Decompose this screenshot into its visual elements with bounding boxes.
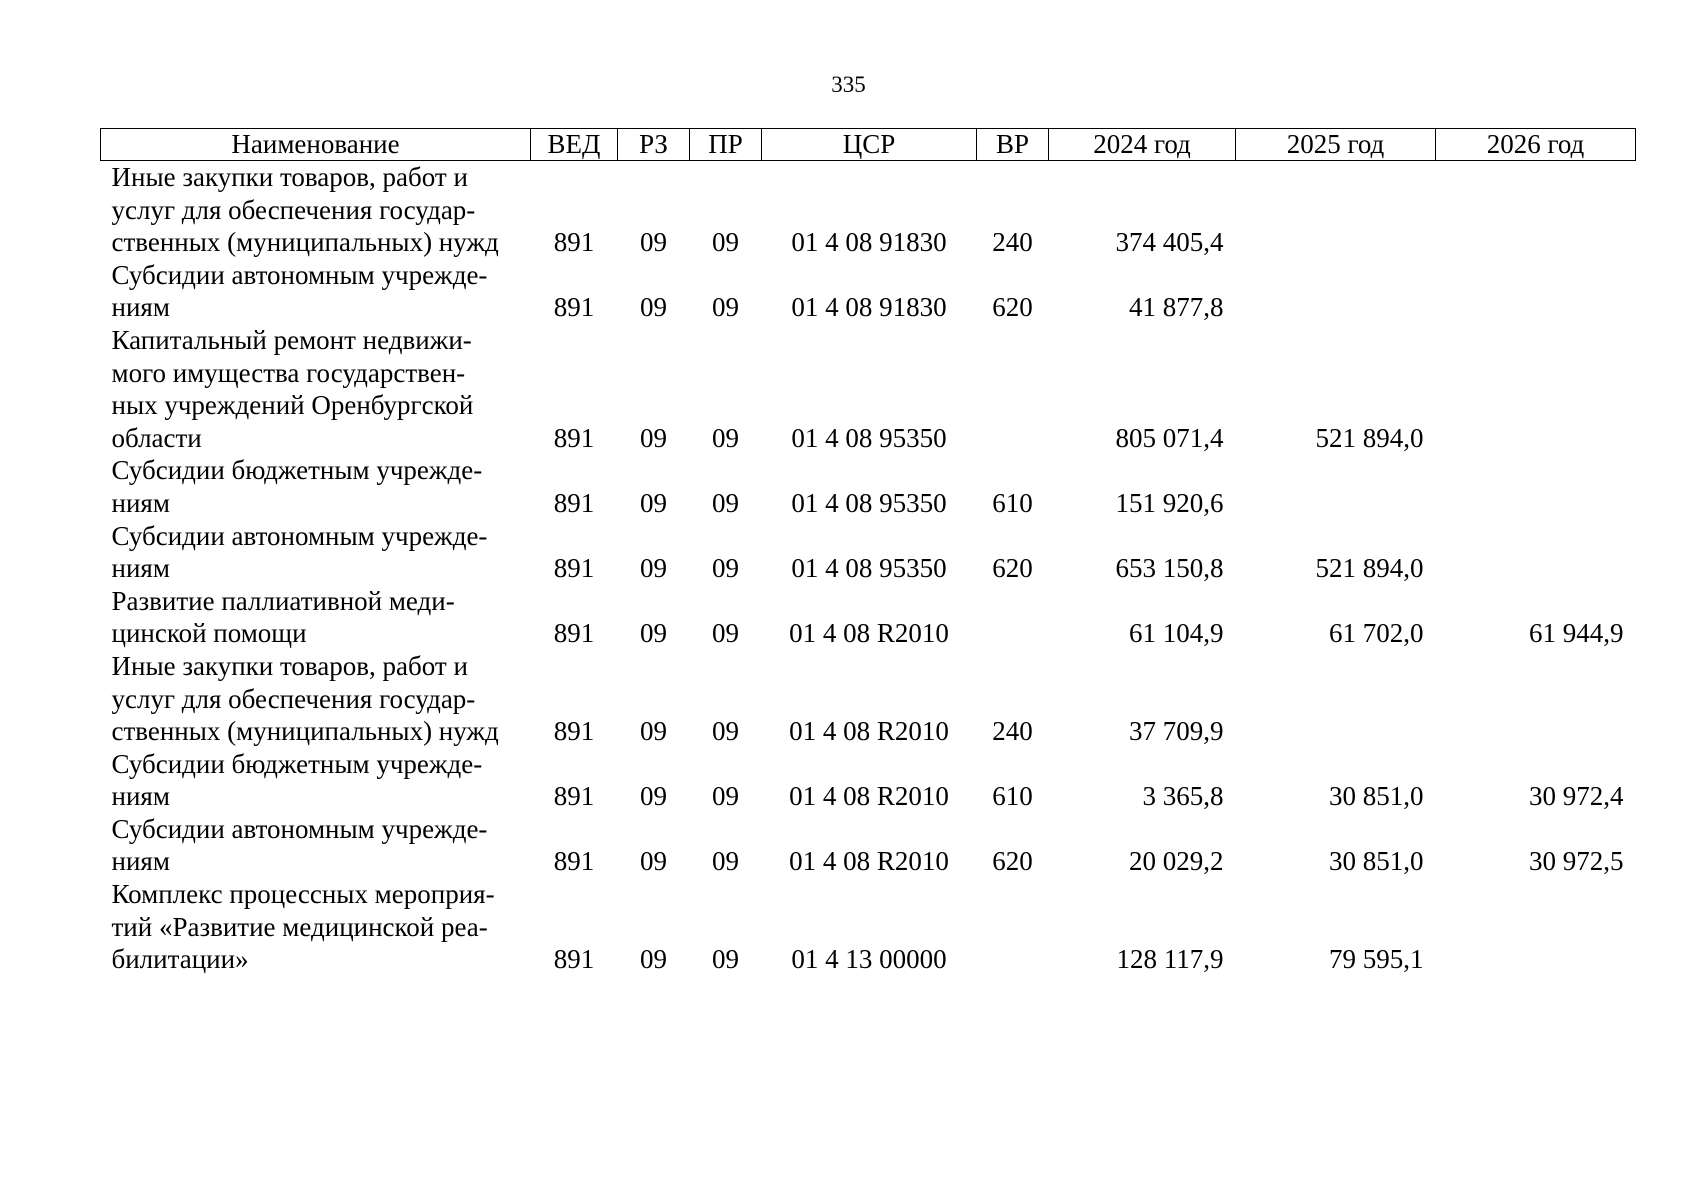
row-vr: 610 [992,781,1033,812]
row-2025 [1236,650,1436,748]
table-header-row [101,129,1636,161]
row-rz: 09 [640,487,667,518]
row-2025: 521 894,0 [1315,553,1424,584]
row-rz: 09 [640,716,667,747]
table-row [101,324,1636,454]
row-pr: 09 [712,781,739,812]
row-pr: 09 [712,292,739,323]
row-2025: 61 702,0 [1329,618,1424,649]
row-2026: 30 972,4 [1529,781,1624,812]
row-2026 [1436,520,1636,585]
row-csr: 01 4 08 R2010 [789,716,949,747]
row-2024: 128 117,9 [1116,944,1224,975]
budget-table [100,128,1636,976]
header-vr: ВР [977,129,1049,161]
header-csr: ЦСР [762,129,977,161]
row-2026 [1436,878,1636,976]
header-2024: 2024 год [1049,129,1236,161]
table-row [101,161,1636,259]
row-ved: 891 [553,944,595,975]
row-csr: 01 4 08 R2010 [789,846,949,877]
row-2026: 61 944,9 [1529,618,1624,649]
table-row [101,520,1636,585]
row-ved: 891 [553,781,595,812]
row-csr: 01 4 08 91830 [791,227,947,258]
row-csr: 01 4 08 91830 [791,292,947,323]
row-csr: 01 4 08 R2010 [789,781,949,812]
row-vr: 610 [992,487,1033,518]
table-row [101,259,1636,324]
row-csr: 01 4 08 95350 [791,422,947,453]
row-name: Субсидии бюджетным учрежде- ниям [111,455,483,518]
row-2026 [1436,161,1636,259]
table-row [101,585,1636,650]
table-row [101,878,1636,976]
header-2026: 2026 год [1436,129,1636,161]
row-ved: 891 [553,422,595,453]
header-name: Наименование [101,129,531,161]
row-vr: 240 [992,227,1033,258]
row-csr: 01 4 13 00000 [791,944,947,975]
row-ved: 891 [553,292,595,323]
row-rz: 09 [640,292,667,323]
table-row [101,454,1636,519]
row-2026 [1436,650,1636,748]
row-pr: 09 [712,618,739,649]
row-name: Субсидии автономным учрежде- ниям [111,813,488,877]
row-ved: 891 [553,618,595,649]
row-pr: 09 [712,553,739,584]
row-vr: 620 [992,553,1033,584]
row-2026: 30 972,5 [1529,846,1624,877]
row-vr: 620 [992,292,1033,323]
row-pr: 09 [712,487,739,518]
header-2025: 2025 год [1236,129,1436,161]
row-2024: 374 405,4 [1115,227,1224,258]
row-2026 [1436,324,1636,454]
row-name: Капитальный ремонт недвижи- мого имущества государствен- ных учреждений Оренбургской области [111,324,474,453]
row-vr [977,324,1049,454]
row-vr [977,878,1049,976]
row-vr [977,585,1049,650]
row-pr: 09 [712,846,739,877]
row-2026 [1436,454,1636,519]
table-row [101,748,1636,813]
row-vr: 620 [992,846,1033,877]
row-2026 [1436,259,1636,324]
row-rz: 09 [640,618,667,649]
row-2024: 805 071,4 [1115,422,1224,453]
row-name: Иные закупки товаров, работ и услуг для обеспечения государ- ственных (муниципальных) нужд [111,650,499,747]
row-2025: 521 894,0 [1315,422,1424,453]
header-pr: ПР [690,129,762,161]
row-name: Субсидии автономным учрежде- ниям [111,520,488,584]
row-ved: 891 [553,227,595,258]
row-rz: 09 [640,227,667,258]
row-csr: 01 4 08 R2010 [789,618,949,649]
row-rz: 09 [640,781,667,812]
row-vr: 240 [992,716,1033,747]
row-ved: 891 [553,846,595,877]
row-name: Иные закупки товаров, работ и услуг для обеспечения государ- ственных (муниципальных) нужд [111,162,499,258]
row-2024: 61 104,9 [1129,618,1224,649]
row-2024: 41 877,8 [1129,292,1224,323]
row-2025 [1236,161,1436,259]
row-2025: 79 595,1 [1329,944,1424,975]
row-csr: 01 4 08 95350 [791,553,947,584]
row-pr: 09 [712,716,739,747]
row-rz: 09 [640,846,667,877]
row-name: Развитие паллиативной меди- цинской помощи [111,585,455,649]
row-ved: 891 [553,553,595,584]
row-name: Субсидии бюджетным учрежде- ниям [111,748,483,812]
row-2025: 30 851,0 [1329,781,1424,812]
row-rz: 09 [640,944,667,975]
row-2024: 20 029,2 [1129,846,1224,877]
page-number: 335 [831,72,866,97]
row-2025: 30 851,0 [1329,846,1424,877]
header-rz: РЗ [618,129,690,161]
header-ved: ВЕД [531,129,618,161]
row-2024: 653 150,8 [1115,553,1224,584]
row-ved: 891 [553,487,595,518]
table-row [101,813,1636,878]
row-2024: 37 709,9 [1129,716,1224,747]
row-2025 [1236,454,1436,519]
row-2025 [1236,259,1436,324]
row-rz: 09 [640,553,667,584]
row-name: Субсидии автономным учрежде- ниям [111,259,488,323]
row-pr: 09 [712,227,739,258]
row-name: Комплекс процессных мероприя- тий «Развитие медицинской реа- билитации» [111,879,495,975]
row-2024: 3 365,8 [1142,781,1224,812]
table-row [101,650,1636,748]
row-2024: 151 920,6 [1115,487,1224,518]
row-csr: 01 4 08 95350 [791,487,947,518]
row-ved: 891 [553,716,595,747]
row-rz: 09 [640,422,667,453]
row-pr: 09 [712,944,739,975]
row-pr: 09 [712,422,739,453]
